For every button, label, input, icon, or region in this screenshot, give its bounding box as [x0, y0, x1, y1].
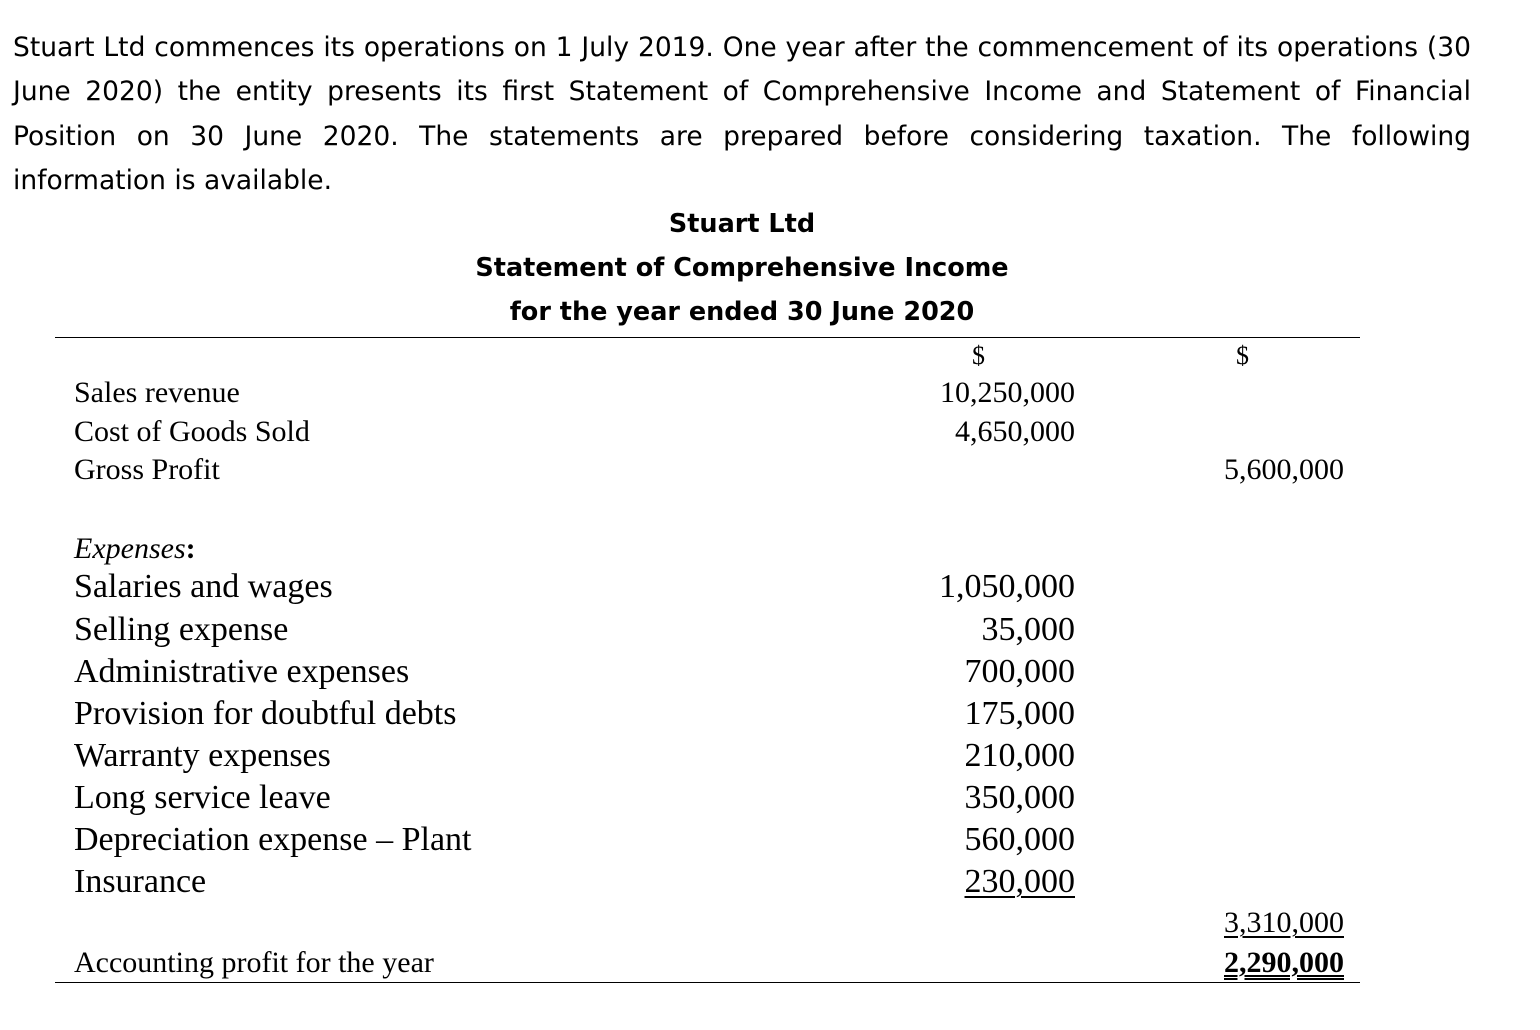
- sales-revenue-label: Sales revenue: [74, 376, 240, 409]
- intro-paragraph: Stuart Ltd commences its operations on 1 July 2019. One year after the commencement of its operations (30 June 2020) the entity presents its first Statement of Comprehensive Income and Statement of Financial Position on 30 June 2020. The statements are prepared before considering taxation. The following information is available.: [13, 32, 1471, 196]
- sales-revenue-value: 10,250,000: [940, 376, 1075, 409]
- expense-value: 35,000: [981, 611, 1075, 648]
- expense-value: 560,000: [964, 821, 1075, 858]
- expenses-heading-text: Expenses: [74, 532, 186, 565]
- expense-label: Long service leave: [74, 779, 331, 816]
- expenses-heading: [74, 532, 196, 566]
- expense-value: 700,000: [964, 653, 1075, 690]
- expense-value: 210,000: [964, 737, 1075, 774]
- expense-label: Warranty expenses: [74, 737, 331, 774]
- cogs-value: 4,650,000: [955, 415, 1075, 448]
- expenses-heading-colon: :: [185, 532, 196, 565]
- expense-label: Selling expense: [74, 611, 289, 648]
- expense-value: 1,050,000: [939, 568, 1075, 605]
- statement-title: Statement of Comprehensive Income: [475, 253, 1009, 283]
- expense-label: Provision for doubtful debts: [74, 695, 457, 732]
- gross-profit-label: Gross Profit: [74, 453, 220, 486]
- accounting-profit-value: 2,290,000: [1224, 946, 1344, 979]
- statement-period: for the year ended 30 June 2020: [509, 297, 975, 327]
- expense-value: 230,000: [964, 863, 1075, 900]
- table-bottom-rule: [55, 982, 1360, 983]
- company-name: Stuart Ltd: [668, 209, 816, 239]
- expense-label: Salaries and wages: [74, 568, 333, 605]
- table-top-rule: [55, 337, 1360, 338]
- expense-label: Depreciation expense – Plant: [74, 821, 472, 858]
- expense-label: Insurance: [74, 863, 207, 900]
- gross-profit-value: 5,600,000: [1224, 453, 1344, 486]
- currency-col2: $: [1236, 341, 1249, 370]
- expense-value: 175,000: [964, 695, 1075, 732]
- cogs-label: Cost of Goods Sold: [74, 415, 310, 448]
- expense-label: Administrative expenses: [74, 653, 410, 690]
- currency-col1: $: [972, 341, 985, 370]
- accounting-profit-label: Accounting profit for the year: [74, 946, 434, 979]
- total-expenses-value: 3,310,000: [1224, 906, 1344, 939]
- expense-value: 350,000: [964, 779, 1075, 816]
